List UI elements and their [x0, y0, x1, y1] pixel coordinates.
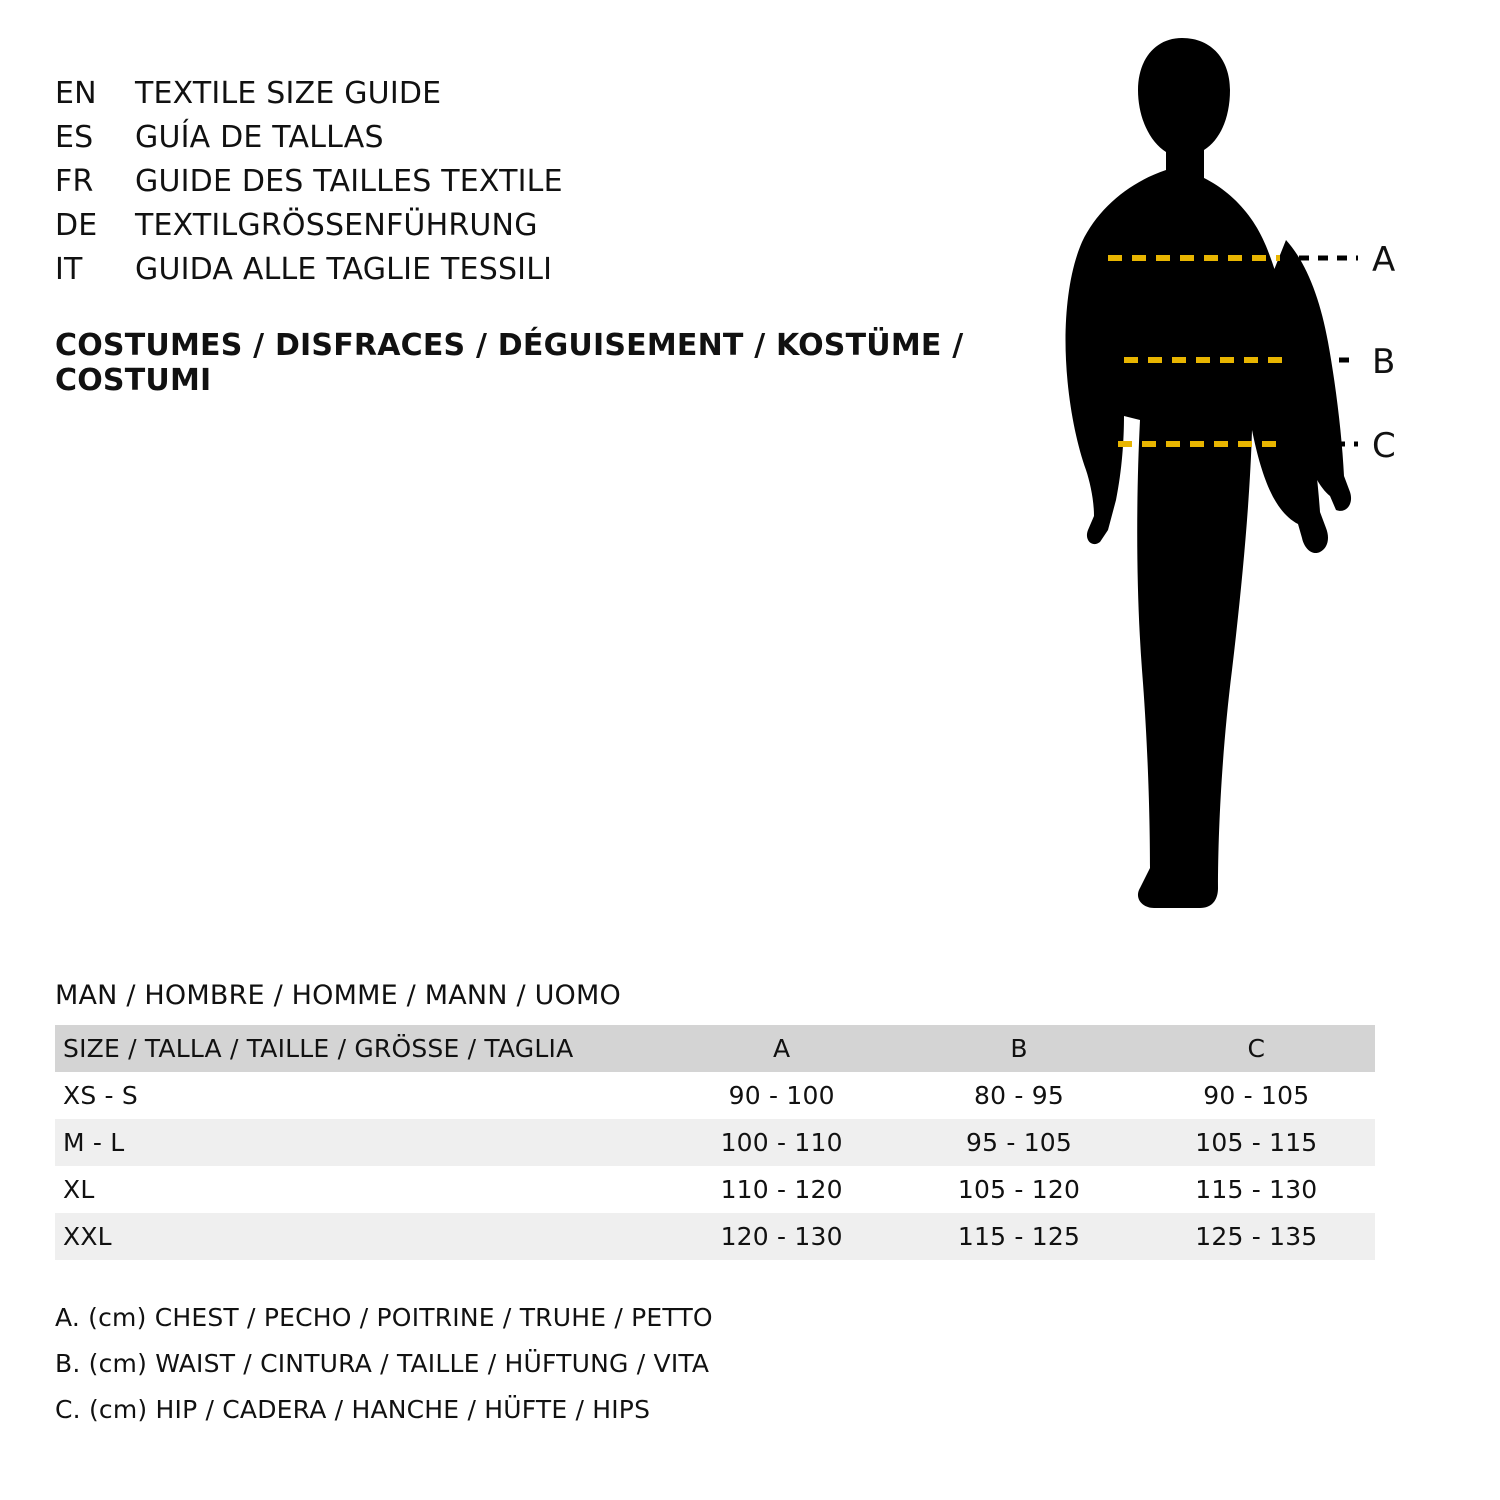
language-code: FR [55, 164, 94, 199]
row-size-label: M - L [63, 1128, 125, 1157]
row-size-label: XXL [63, 1222, 112, 1251]
guide-header [55, 72, 1015, 398]
row-value-a: 100 - 110 [720, 1128, 843, 1157]
row-value-c: 105 - 115 [1195, 1128, 1318, 1157]
legend-line-b: B. (cm) WAIST / CINTURA / TAILLE / HÜFTUNG / VITA [55, 1349, 710, 1378]
table-row [55, 1166, 1375, 1213]
table-row [55, 1119, 1375, 1166]
body-silhouette-figure [990, 30, 1460, 940]
size-table [55, 1025, 1375, 1260]
table-header-row [55, 1025, 1375, 1072]
row-value-c: 90 - 105 [1203, 1081, 1310, 1110]
language-title: GUIDA ALLE TAGLIE TESSILI [135, 252, 553, 287]
row-value-b: 105 - 120 [957, 1175, 1081, 1204]
row-value-b: 80 - 95 [974, 1081, 1064, 1110]
table-row [55, 1072, 1375, 1119]
language-title: TEXTILGRÖSSENFÜHRUNG [135, 208, 538, 243]
language-code: DE [55, 208, 98, 243]
language-row-fr [55, 160, 1015, 204]
language-title: TEXTILE SIZE GUIDE [135, 76, 442, 111]
costumes-subtitle: COSTUMES / DISFRACES / DÉGUISEMENT / KOSTÜME / COSTUMI [55, 328, 964, 398]
row-value-c: 115 - 130 [1195, 1175, 1318, 1204]
language-row-de [55, 204, 1015, 248]
language-row-it [55, 248, 1015, 292]
marker-label-b: B [1372, 342, 1396, 382]
table-header-size: SIZE / TALLA / TAILLE / GRÖSSE / TAGLIA [63, 1034, 574, 1063]
marker-label-a: A [1372, 240, 1396, 280]
row-value-b: 115 - 125 [957, 1222, 1081, 1251]
table-header-a: A [773, 1034, 791, 1063]
table-caption: MAN / HOMBRE / HOMME / MANN / UOMO [55, 980, 621, 1011]
language-row-en [55, 72, 1015, 116]
legend-line-c: C. (cm) HIP / CADERA / HANCHE / HÜFTE / HIPS [55, 1395, 651, 1424]
row-size-label: XL [63, 1175, 95, 1204]
measurement-legend [55, 1295, 1055, 1433]
row-value-c: 125 - 135 [1195, 1222, 1318, 1251]
row-value-b: 95 - 105 [965, 1128, 1073, 1157]
language-title: GUÍA DE TALLAS [135, 120, 384, 155]
legend-line-a: A. (cm) CHEST / PECHO / POITRINE / TRUHE / PETTO [55, 1303, 713, 1332]
language-title: GUIDE DES TAILLES TEXTILE [135, 164, 563, 199]
row-size-label: XS - S [63, 1081, 138, 1110]
language-row-es [55, 116, 1015, 160]
table-header-c: C [1247, 1034, 1266, 1063]
row-value-a: 120 - 130 [720, 1222, 843, 1251]
language-code: ES [55, 120, 94, 155]
row-value-a: 110 - 120 [720, 1175, 843, 1204]
size-table-section [55, 980, 1375, 1260]
language-code: IT [55, 252, 83, 287]
table-header-b: B [1010, 1034, 1028, 1063]
language-code: EN [55, 76, 97, 111]
marker-label-c: C [1372, 426, 1396, 466]
row-value-a: 90 - 100 [728, 1081, 835, 1110]
man-silhouette-shape [1066, 38, 1352, 908]
table-row [55, 1213, 1375, 1260]
